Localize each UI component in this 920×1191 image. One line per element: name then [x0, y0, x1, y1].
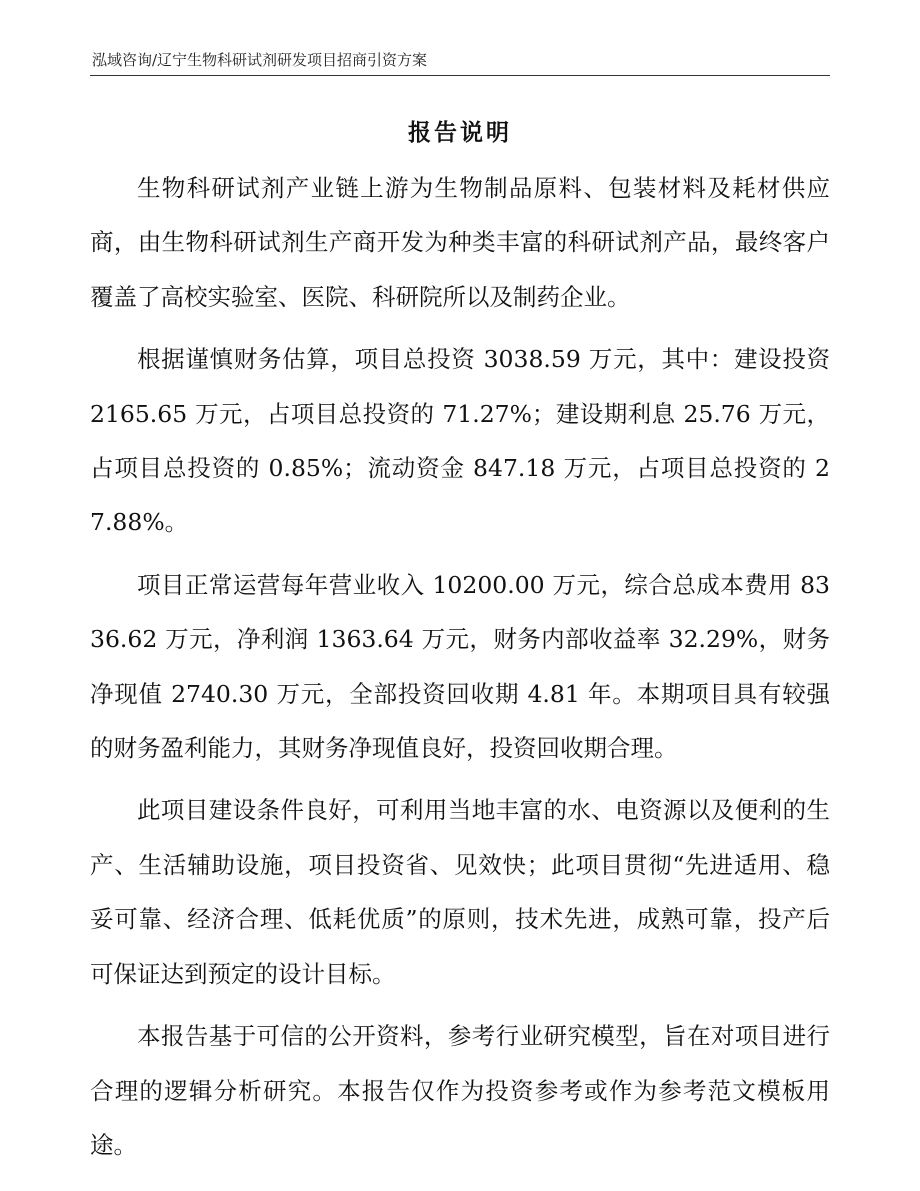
- paragraph-investment: 根据谨慎财务估算，项目总投资 3038.59 万元，其中：建设投资 2165.65 万元，占项目总投资的 71.27%；建设期利息 25.76 万元，占项目总投资的 0.85%；流动资金 847.18 万元，占项目总投资的 27.88%。: [90, 345, 830, 537]
- running-header: 泓域咨询/辽宁生物科研试剂研发项目招商引资方案: [92, 51, 428, 69]
- page-title: 报告说明: [408, 119, 512, 146]
- header-divider: [90, 75, 830, 76]
- paragraph-disclaimer: 本报告基于可信的公开资料，参考行业研究模型，旨在对项目进行合理的逻辑分析研究。本报告仅作为投资参考或作为参考范文模板用途。: [90, 1022, 830, 1159]
- paragraph-supply-chain: 生物科研试剂产业链上游为生物制品原料、包装材料及耗材供应商，由生物科研试剂生产商开发为种类丰富的科研试剂产品，最终客户覆盖了高校实验室、医院、科研院所以及制药企业。: [90, 174, 830, 311]
- paragraph-financials: 项目正常运营每年营业收入 10200.00 万元，综合总成本费用 8336.62 万元，净利润 1363.64 万元，财务内部收益率 32.29%，财务净现值 2740.30 万元，全部投资回收期 4.81 年。本期项目具有较强的财务盈利能力，其财务净现值良好，投资回收期合理。: [90, 570, 830, 763]
- paragraph-conditions: 此项目建设条件良好，可利用当地丰富的水、电资源以及便利的生产、生活辅助设施，项目投资省、见效快；此项目贯彻“先进适用、稳妥可靠、经济合理、低耗优质”的原则，技术先进，成熟可靠，投产后可保证达到预定的设计目标。: [90, 796, 830, 988]
- report-body: [90, 161, 830, 1180]
